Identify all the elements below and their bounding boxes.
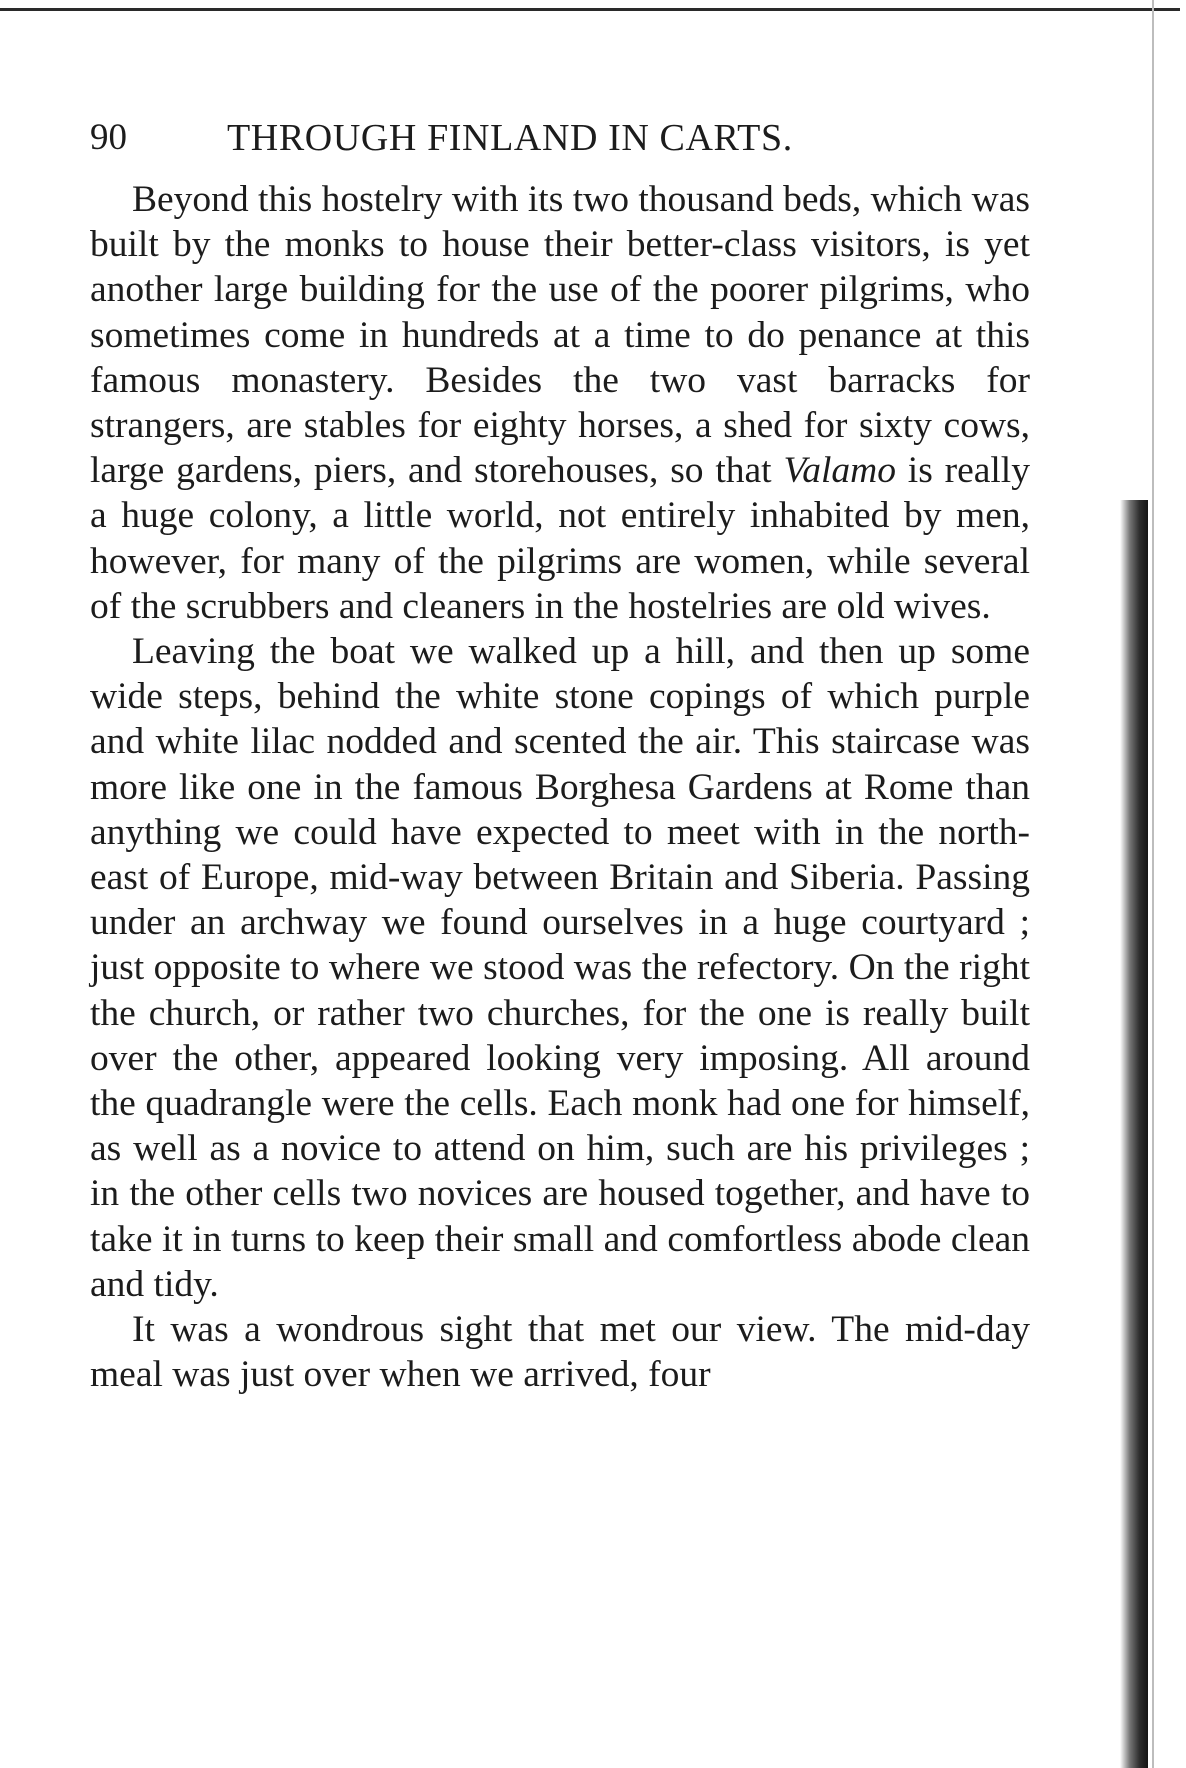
paragraph-1-text-b: is really a huge colony, a little world, not entirely inhabited by men, however, for many of the pilgrims are women, while several of the scrubbers and cleaners in the hostelries are old wives. — [90, 450, 1030, 627]
paragraph-2: Leaving the boat we walked up a hill, and then up some wide steps, behind the white stone copings of which purple and white lilac nodded and scented the air. This staircase was more like one in the famous Borghesa Gardens at Rome than anything we could have expected to meet with in the north-east of Europe, mid-way between Britain and Siberia. Passing under an archway we found ourselves in a huge courtyard ; just opposite to where we stood was the refectory. On the right the church, or rather two churches, for the one is really built over the other, appeared looking very imposing. All around the quadrangle were the cells. Each monk had one for himself, as well as a novice to attend on him, such are his privileges ; in the other cells two novices are housed together, and have to take it in turns to keep their small and comfortless abode clean and tidy. — [90, 631, 1030, 1305]
binding-shadow — [1120, 500, 1148, 1768]
paragraph-3: It was a wondrous sight that met our view. The mid-day meal was just over when we arrived, four — [90, 1309, 1030, 1396]
page-number: 90 — [90, 117, 127, 158]
running-head — [90, 112, 1030, 164]
running-title: THROUGH FINLAND IN CARTS. — [227, 117, 793, 159]
top-rule — [0, 8, 1180, 11]
body-text — [90, 177, 1030, 1397]
paragraph-1-text-a: Beyond this hostelry with its two thousand beds, which was built by the monks to house their better-class visitors, is yet another large building for the use of the poorer pilgrims, who sometimes come in hundreds at a time to do penance at this famous monastery. Besides the two vast barracks for strangers, are stables for eighty horses, a shed for sixty cows, large gardens, piers, and storehouses, so that — [90, 179, 1030, 492]
paragraph-1 — [90, 177, 1030, 629]
page-edge — [1152, 0, 1154, 1768]
italic-term: Valamo — [783, 450, 896, 492]
